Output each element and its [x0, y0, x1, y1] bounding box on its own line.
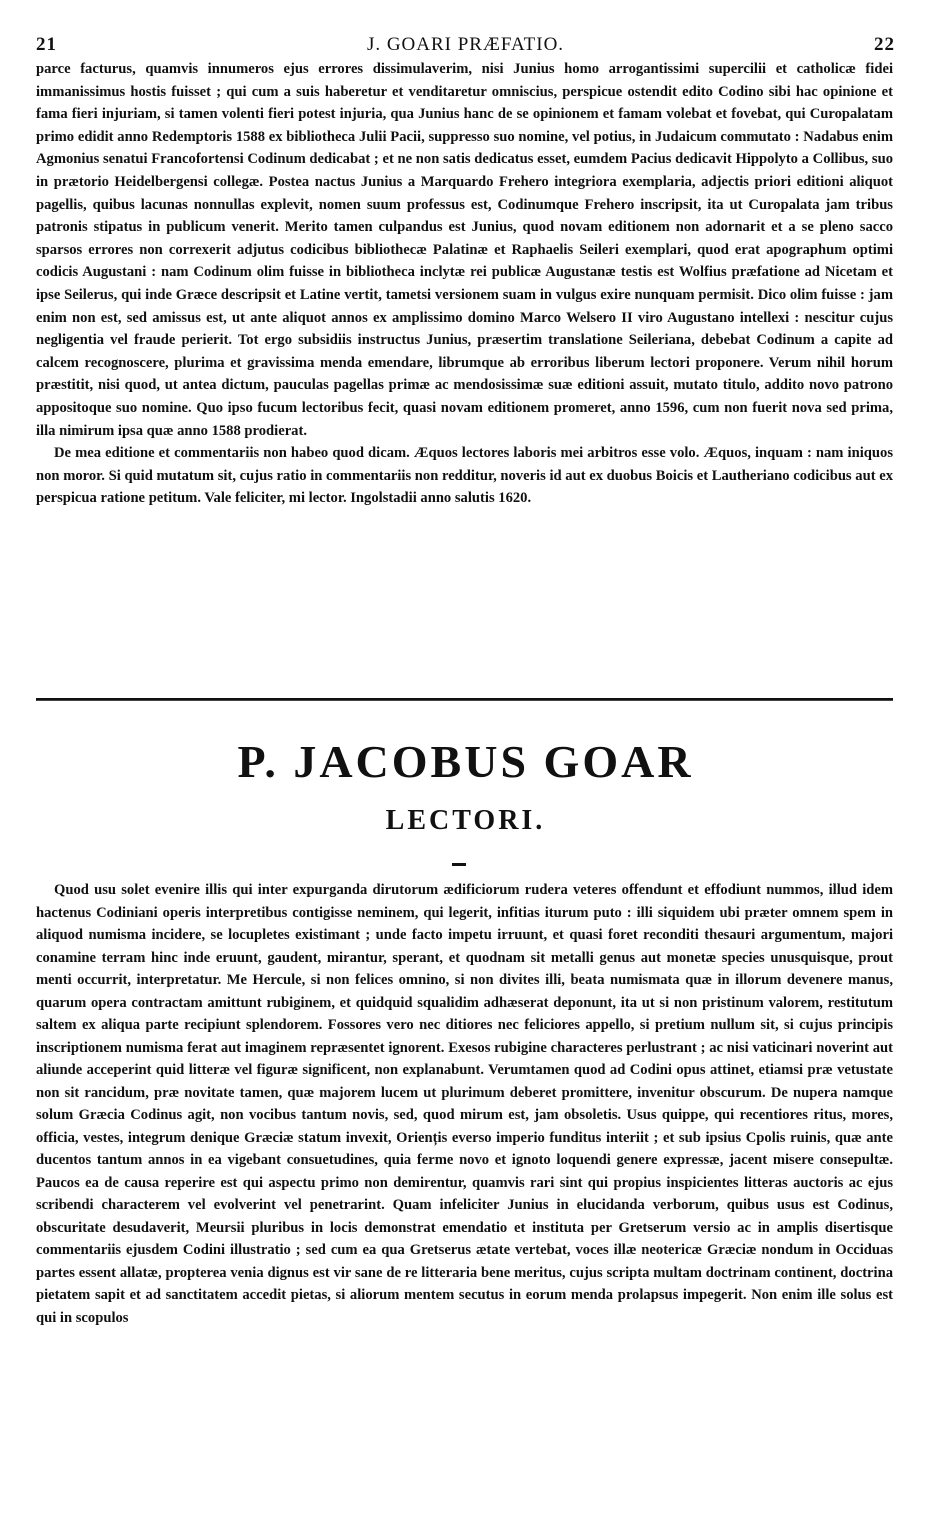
running-title: J. GOARI PRÆFATIO. [366, 34, 565, 55]
section-divider [36, 698, 893, 701]
preface-paragraph: De mea editione et commentariis non habeo quod dicam. Æquos lectores laboris mei arbitros esse volo. Æquos, inquam : nam iniquos non moror. Si quid mutatum sit, cujus ratio in commentariis non redditur, noveris id aut ex duobus Boicis et Lautheriano codicibus aut ex perspicua ratione petitum. Vale feliciter, mi lector. Ingolstadii anno salutis 1620. [36, 445, 893, 507]
letter-body [36, 879, 893, 1329]
page-number-left: 21 [36, 34, 57, 55]
section-subtitle: LECTORI. [385, 805, 546, 836]
preface-paragraph: parce facturus, quamvis innumeros ejus errores dissimulaverim, nisi Junius homo arrogantissimi supercilii et catholicæ fidei immanissimus hostis fuisset ; qui cum a suis haberetur et venditaretur omniscius, perspicue ostendit edito Codino sibi hac opinione et fama fieri injuriam, si tamen volenti fieri potest injuria, qua Junius hanc de se opinionem et famam volebat et fovebat, qui Curopalatam primo edidit anno Redemptoris 1588 ex bibliotheca Julii Pacii, suppresso suo nomine, vel potius, in Judaicum commutato : Nadabus enim Agmonius senatui Francofortensi Codinum dedicabat ; et ne non satis dedicatus esset, eumdem Pacius dedicavit Hippolyto a Collibus, suo in prætorio Heidelbergensi collegæ. Postea nactus Junius a Marquardo Frehero integriora exemplaria, adjectis priori editioni aliquot pagellis, quibus lacunas nonnullas explevit, nomen suum professus est, Codinumque Frehero inscripsit, ita ut Curopalata jam tribus patronis stipatus in publicum venerit. Merito tamen culpandus est Junius, quod novam editionem non adornarit et a se pleno sacco sparsos errores non correxerit adjutus codicibus bibliothecæ Palatinæ et Raphaelis Seileri exemplari, quod erat apographum optimi codicis Augustani : nam Codinum olim fuisse in bibliotheca inclytæ rei publicæ Augustanæ testis est Wolfius præfatione ad Nicetam et ipse Seilerus, qui inde Græce descripsit et Latine vertit, tametsi versionem suam in vulgus exire nunquam permisit. Dico olim fuisse : jam enim non est, sed amissus est, ut ante aliquot annos ex amplissimo domino Marco Welsero II viro Augustano intellexi : nescitur cujus negligentia vel fraude perierit. Tot ergo subsidiis instructus Junius, præsertim translatione Seileriana, debebat Codinum a capite ad calcem recognoscere, plurima et gravissima menda emendare, librumque ab erroribus liberum lectori proponere. Verum nihil horum præstitit, nisi quod, ut antea dictum, pauculas pagellas primæ ac mendosissimæ suæ editioni assuit, mutato titulo, addito novo patrono appositoque suo nomine. Quo ipso fucum lectoribus fecit, quasi novam editionem promeret, anno 1596, cum non fuerit nova sed prima, illa nimirum ipsa quæ anno 1588 prodierat. [36, 61, 893, 439]
section-title: P. JACOBUS GOAR [237, 736, 694, 787]
letter-paragraph: Quod usu solet evenire illis qui inter expurganda dirutorum ædificiorum rudera veteres offendunt et effodiunt nummos, illud idem hactenus Codiniani operis interpretibus contigisse neminem, qui legerit, infitias iturum puto : illi siquidem ubi præter omnem spem in aliquod numisma incidere, se locupletes existimant ; unde facto impetu irruunt, et quasi foret reconditi thesauri argumentum, majori conamine terram hinc inde eruunt, gaudent, mirantur, sperant, et quodnam sit metalli genus aut monetæ species unusquisque, prout menti occurrit, interpretatur. Me Hercule, si non felices omnino, si non divites illi, beata numismata quæ in illorum devenere manus, quarum opera contractam amittunt rubiginem, et quidquid squalidim adhæserat deponunt, ita ut si non pristinum valorem, restitutum saltem ex aliqua parte recipiunt splendorem. Fossores vero nec ditiores nec feliciores appello, si pretium nullum sit, si cujus principis inscriptionem numisma ferat aut imaginem repræsentet ignorent. Exesos rubigine characteres perlustrant ; ac nisi vaticinari noverint aut aliunde acceperint quid litteræ vel figuræ significent, non explanabunt. Verumtamen quod ad Codini opus attinet, etiamsi præ vetustate non sit rancidum, præ novitate tamen, quæ majorem lucem ut plurimum deberet promittere, invenitur obscurum. De nupera namque solum Græcia Codinus agit, non vocibus tantum novis, sed, quod mirum est, jam obsoletis. Usus quippe, qui recentiores ritus, mores, officia, vestes, integrum denique Græciæ statum invexit, Oriențis everso imperio funditus interiit ; et sub ipsius Cpolis ruinis, quæ ante ducentos tantum annos in ea vigebant consuetudines, quia ferme novo et ignoto loquendi genere expressæ, jacent misere consepultæ. Paucos ea de causa reperire est qui aspectu primo non demirentur, quamvis rari sint qui propius inspicientes litteras auctoris ac ejus scribendi characterem vel evolverint vel penetrarint. Quam infeliciter Junius in elucidanda verborum, quibus usus est Codinus, obscuritate desudaverit, Meursii pluribus in locis demonstrat emendatio et instituta per Gretserum versio ac in amplis disertisque commentariis ejusdem Codini illustratio ; sed cum ea qua Gretserus ætate vertebat, voces illæ neotericæ Græciæ nondum in Occiduas partes essent allatæ, propterea venia dignus est vir sane de re litteraria bene meritus, cujus scripta multam doctrinam continent, doctrina pietatem sapit et ad sanctitatem accedit pietas, si aliorum mentem secutus in eorum menda prolapsus impegerit. Non enim ille solus est qui in scopulos [36, 882, 893, 1326]
preface-continuation [36, 58, 893, 510]
ornament-dash [452, 863, 466, 866]
running-head [36, 34, 895, 58]
page-number-right: 22 [874, 34, 895, 55]
